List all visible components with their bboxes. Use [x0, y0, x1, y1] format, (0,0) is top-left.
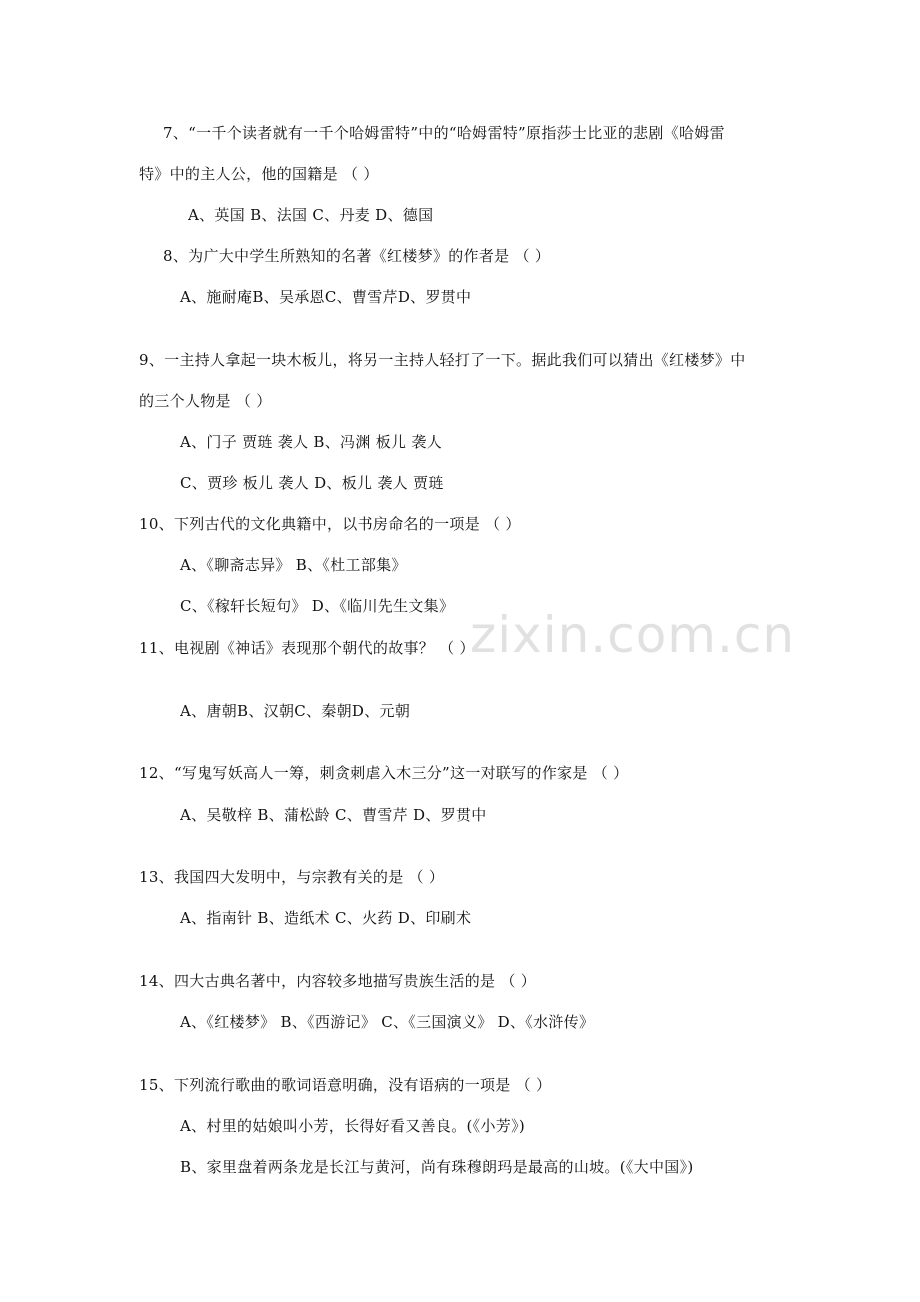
q15-stem: 15、下列流行歌曲的歌词语意明确，没有语病的一项是 （ ）: [139, 1076, 552, 1094]
q14-stem: 14、四大古典名著中，内容较多地描写贵族生活的是 （ ）: [139, 972, 537, 990]
q8-stem: 8、为广大中学生所熟知的名著《红楼梦》的作者是 （ ）: [163, 247, 551, 265]
q10-options-line2: C、《稼轩长短句》 D、《临川先生文集》: [180, 597, 455, 615]
q7-stem-line2: 特》中的主人公，他的国籍是 （ ）: [139, 165, 379, 183]
q11-stem: 11、电视剧《神话》表现那个朝代的故事？ （ ）: [139, 639, 475, 657]
q9-options-line2: C、贾珍 板儿 袭人 D、板儿 袭人 贾琏: [180, 474, 444, 492]
q15-option-b: B、家里盘着两条龙是长江与黄河，尚有珠穆朗玛是最高的山坡。(《大中国》): [180, 1158, 694, 1176]
q15-option-a: A、村里的姑娘叫小芳，长得好看又善良。(《小芳》): [180, 1117, 526, 1135]
q7-stem-line1: 7、“一千个读者就有一千个哈姆雷特”中的“哈姆雷特”原指莎士比亚的悲剧《哈姆雷: [163, 124, 725, 142]
q9-options-line1: A、门子 贾琏 袭人 B、冯渊 板儿 袭人: [180, 433, 442, 451]
q9-stem-line2: 的三个人物是 （ ）: [139, 392, 272, 410]
q13-options: A、指南针 B、造纸术 C、火药 D、印刷术: [180, 909, 472, 927]
q14-options: A、《红楼梦》 B、《西游记》 C、《三国演义》 D、《水浒传》: [180, 1013, 595, 1031]
q12-stem: 12、“写鬼写妖高人一筹，刺贪刺虐入木三分”这一对联写的作家是 （ ）: [139, 764, 629, 782]
watermark: zixin.com.cn: [470, 606, 796, 664]
q9-stem-line1: 9、一主持人拿起一块木板儿，将另一主持人轻打了一下。据此我们可以猜出《红楼梦》中: [139, 351, 746, 369]
q11-options: A、唐朝B、汉朝C、秦朝D、元朝: [180, 702, 411, 720]
q10-options-line1: A、《聊斋志异》 B、《杜工部集》: [180, 556, 407, 574]
q13-stem: 13、我国四大发明中，与宗教有关的是 （ ）: [139, 868, 445, 886]
q7-options: A、英国 B、法国 C、丹麦 D、德国: [188, 206, 434, 224]
q10-stem: 10、下列古代的文化典籍中，以书房命名的一项是 （ ）: [139, 515, 521, 533]
q8-options: A、施耐庵B、吴承恩C、曹雪芹D、罗贯中: [180, 288, 472, 306]
q12-options: A、吴敬梓 B、蒲松龄 C、曹雪芹 D、罗贯中: [180, 806, 487, 824]
